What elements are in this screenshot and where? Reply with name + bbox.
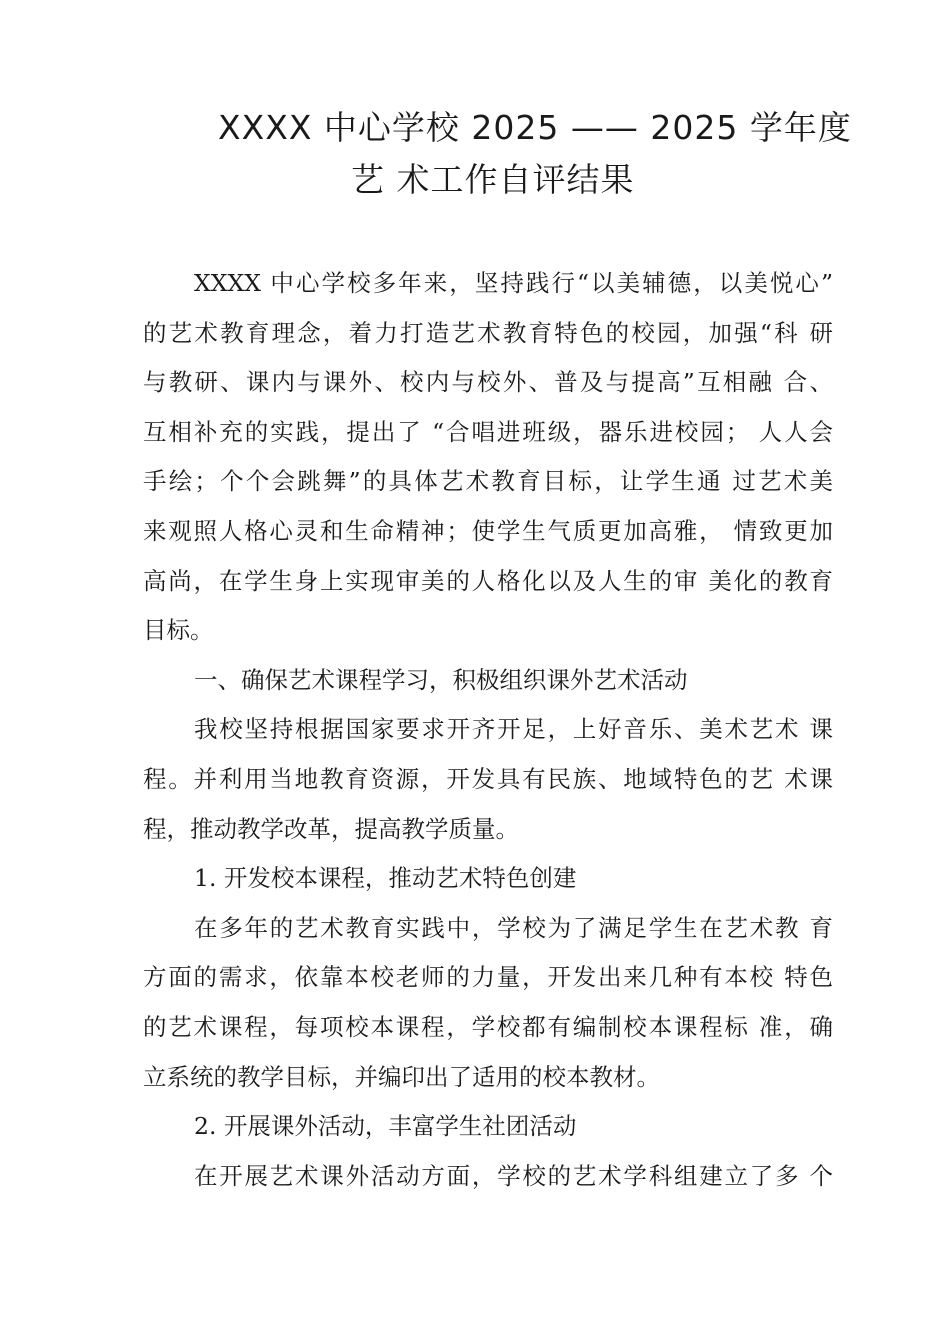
body-line: 程，推动教学改革，提高教学质量。 <box>143 814 519 843</box>
body-line: 2. 开展课外活动，丰富学生社团活动 <box>194 1112 577 1141</box>
body-line: 我校坚持根据国家要求开齐开足，上好音乐、美术艺术 课 <box>194 715 833 744</box>
body-line: 的艺术课程，每项校本课程，学校都有编制校本课程标 准，确 <box>143 1012 833 1041</box>
body-line: 的艺术教育理念，着力打造艺术教育特色的校园，加强“科 研 <box>143 318 833 347</box>
document-title-line-1: XXXX 中心学校 2025 —— 2025 学年度 <box>218 108 852 147</box>
body-line: 方面的需求，依靠本校老师的力量，开发出来几种有本校 特色 <box>143 963 833 992</box>
body-line: 高尚，在学生身上实现审美的人格化以及人生的审 美化的教育 <box>143 566 833 595</box>
body-line: 立系统的教学目标，并编印出了适用的校本教材。 <box>143 1062 660 1091</box>
body-line: 来观照人格心灵和生命精神；使学生气质更加高雅， 情致更加 <box>143 516 833 545</box>
body-line: 在多年的艺术教育实践中，学校为了满足学生在艺术教 育 <box>194 913 833 942</box>
body-line: 互相补充的实践，提出了 “合唱进班级，器乐进校园； 人人会 <box>143 417 833 446</box>
body-line: XXXX 中心学校多年来，坚持践行“以美辅德，以美悦心” <box>194 269 833 297</box>
body-line: 1. 开发校本课程，推动艺术特色创建 <box>194 864 577 893</box>
document-title-line-2: 艺 术工作自评结果 <box>351 160 635 199</box>
body-line: 目标。 <box>143 616 214 645</box>
body-line: 在开展艺术课外活动方面，学校的艺术学科组建立了多 个 <box>194 1161 833 1190</box>
body-line: 一、确保艺术课程学习，积极组织课外艺术活动 <box>194 665 688 694</box>
body-line: 手绘；个个会跳舞”的具体艺术教育目标，让学生通 过艺术美 <box>143 467 833 496</box>
document-body <box>143 259 833 1201</box>
body-line: 与教研、课内与课外、校内与校外、普及与提高”互相融 合、 <box>143 368 833 397</box>
body-line: 程。并利用当地教育资源，开发具有民族、地域特色的艺 术课 <box>143 764 833 793</box>
